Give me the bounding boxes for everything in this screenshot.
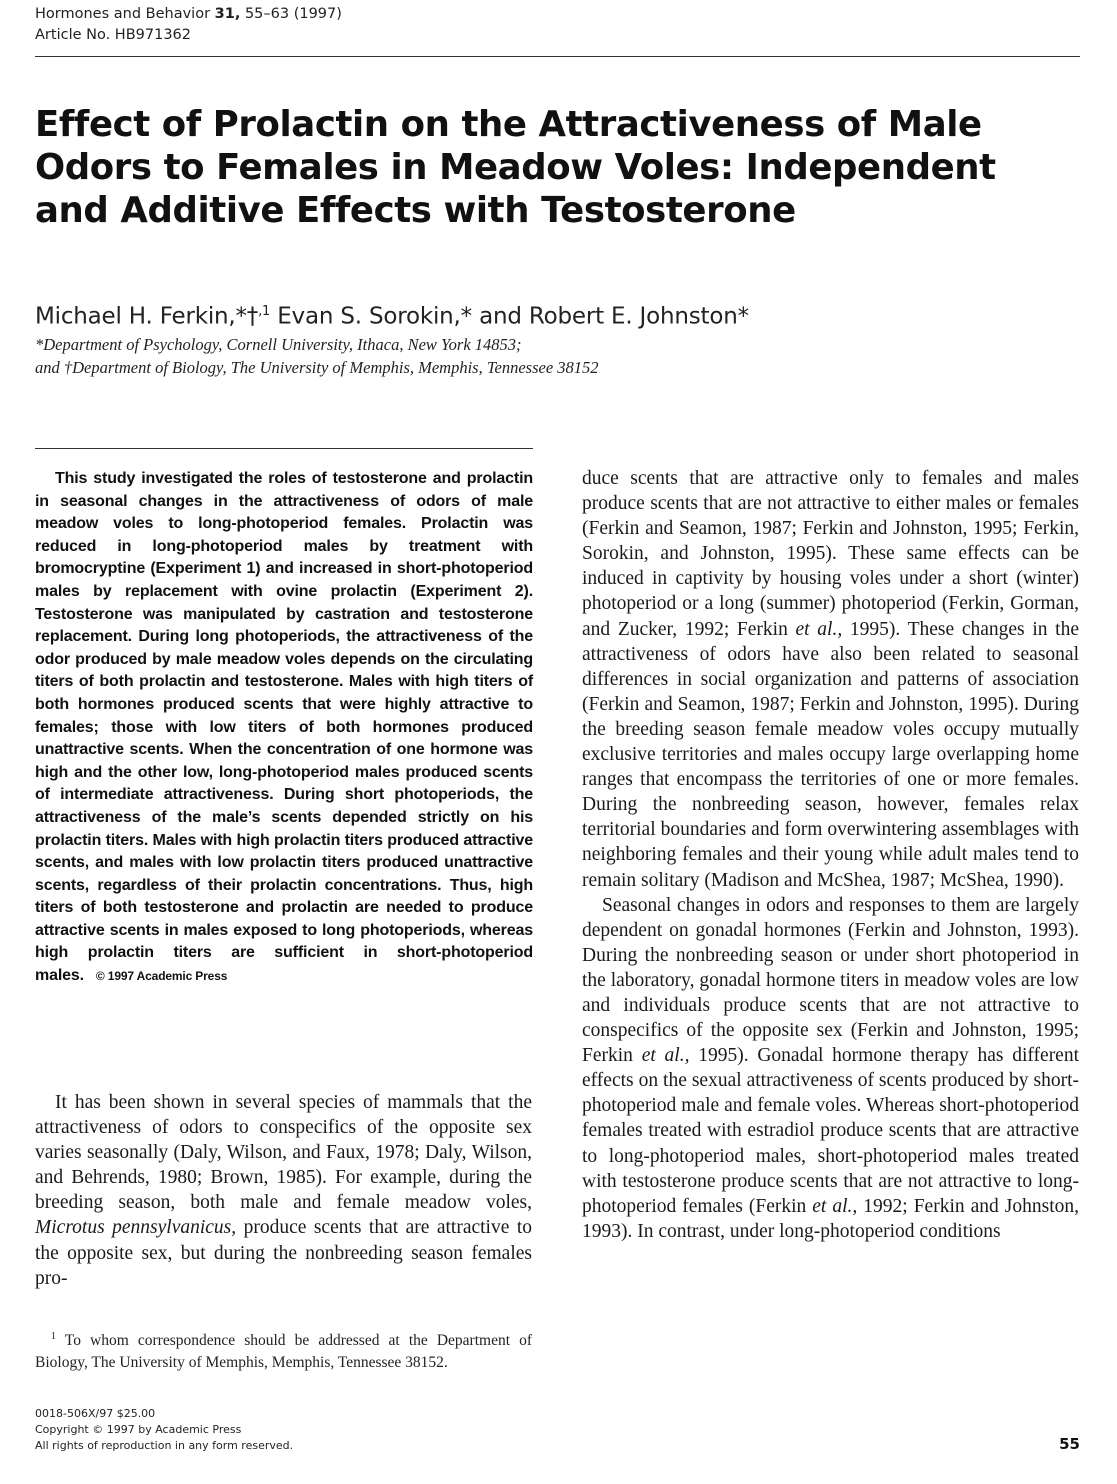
citation-line: [35, 4, 342, 25]
body-text: 1992; Ferkin and Johnston, 1993). In contrast, under long-photoperiod conditions: [582, 1195, 1079, 1242]
abstract-rule: [35, 448, 533, 449]
body-text: produce scents that are attractive to the opposite sex, but during the nonbreeding season females pro-: [35, 1217, 532, 1289]
body-text: 1995). Gonadal hormone therapy has different effects on the sexual attractiveness of scents produced by short-photoperiod male and female voles. Whereas short-photoperiod females treated with estradiol produce scents that are attractive to long-photoperiod males, short-photoperiod males treated with testosterone produce scents that are not attractive to long-photoperiod females (Ferkin: [582, 1045, 1080, 1217]
footnote-text: To whom correspondence should be addressed at the Department of Biology, The University of Memphis, Memphis, Tennessee 38152.: [35, 1332, 532, 1372]
body-paragraph: [582, 893, 1079, 1244]
header-rule: [35, 56, 1080, 57]
issn-price: 0018-506X/97 $25.00: [35, 1407, 156, 1420]
body-paragraph: [35, 1090, 532, 1291]
abstract: [35, 468, 533, 988]
footer-rights: All rights of reproduction in any form reserved.: [35, 1439, 294, 1452]
body-text: duce scents that are attractive only to females and males produce scents that are not attractive to either males or females (Ferkin and Seamon, 1987; Ferkin and Johnston, 1995; Ferkin, Sorokin, and Johnston, 1995). These same effects can be induced in captivity by housing voles under a short (winter) photoperiod or a long (summer) photoperiod (Ferkin, Gorman, and Zucker, 1992; Ferkin: [582, 468, 1079, 640]
pages-year: 55–63 (1997): [244, 6, 342, 22]
et-al: et al.,: [641, 1045, 690, 1067]
species-name: Microtus pennsylvanicus,: [35, 1217, 237, 1239]
abstract-copyright: © 1997 Academic Press: [95, 969, 228, 984]
journal-header: [35, 4, 342, 46]
other-authors: Evan S. Sorokin,* and Robert E. Johnston*: [270, 303, 749, 330]
et-al: et al.,: [795, 618, 843, 640]
title-line: and Additive Effects with Testosterone: [35, 190, 796, 231]
body-text: 1995). These changes in the attractiveness of odors have also been related to seasonal differences in social organization and patterns of association (Ferkin and Seamon, 1987; Ferkin and Johnston, 1995). During the breeding season female meadow voles occupy mutually exclusive territories and males occupy large overlapping home ranges that encompass the territories of one or more females. During the nonbreeding season, however, females relax territorial boundaries and form overwintering assemblages with neighboring females and their young while adult males tend to remain solitary (Madison and McShea, 1987; McShea, 1990).: [582, 618, 1080, 891]
et-al: et al.,: [812, 1195, 858, 1217]
page-number: 55: [1059, 1435, 1080, 1453]
affiliations: [35, 333, 599, 379]
article-number: Article No. HB971362: [35, 27, 192, 43]
footer-info: [35, 1406, 293, 1454]
title-line: Effect of Prolactin on the Attractiveness of Male: [35, 104, 982, 145]
volume-number: 31,: [214, 6, 241, 22]
body-text: Seasonal changes in odors and responses to them are largely dependent on gonadal hormones (Ferkin and Johnston, 1993). During the nonbreeding season or under short photoperiod in the laboratory, gonadal hormone titers in meadow voles are low and individuals produce scents that are not attractive to conspecifics of the opposite sex (Ferkin and Johnston, 1995; Ferkin: [582, 894, 1079, 1067]
article-title: [35, 103, 1035, 232]
affiliation-line: and †Department of Biology, The University of Memphis, Memphis, Tennessee 38152: [35, 358, 599, 377]
author-footnote-mark: ,1: [258, 304, 271, 319]
body-text: It has been shown in several species of mammals that the attractiveness of odors to conspecifics of the opposite sex varies seasonally (Daly, Wilson, and Faux, 1978; Daly, Wilson, and Behrends, 1980; Brown, 1985). For example, during the breeding season, both male and female meadow voles,: [35, 1092, 532, 1214]
author-list: [35, 295, 749, 334]
right-column-body: [582, 466, 1079, 1244]
body-paragraph: [582, 466, 1079, 893]
footnote: [35, 1326, 532, 1374]
affiliation-line: *Department of Psychology, Cornell University, Ithaca, New York 14853;: [35, 335, 522, 354]
author-ferkin: Michael H. Ferkin,*†: [35, 303, 259, 330]
left-column-body: [35, 1090, 532, 1291]
footnote-mark: 1: [51, 1331, 56, 1342]
footer-copyright: Copyright © 1997 by Academic Press: [35, 1423, 242, 1436]
abstract-text: This study investigated the roles of testosterone and prolactin in seasonal changes in the attractiveness of odors of male meadow voles to long-photoperiod females. Prolactin was reduced in long-photoperiod males by treatment with bromocryptine (Experiment 1) and increased in short-photoperiod males by replacement with ovine prolactin (Experiment 2). Testosterone was manipulated by castration and testosterone replacement. During long photoperiods, the attractiveness of the odor produced by male meadow voles depends on the circulating titers of both prolactin and testosterone. Males with high titers of both hormones produced scents that were highly attractive to females; those with low titers of both hormones produced unattractive scents. When the concentration of one hormone was high and the other low, long-photoperiod males produced scents of intermediate attractiveness. During short photoperiods, the attractiveness of the male’s scents depended strictly on his prolactin titers. Males with high prolactin titers produced attractive scents, and males with low prolactin titers produced unattractive scents, regardless of their prolactin concentrations. Thus, high titers of both testosterone and prolactin are needed to produce attractive scents in males exposed to long photoperiods, whereas high prolactin titers are sufficient in short-photoperiod males.: [35, 470, 533, 985]
journal-name: Hormones and Behavior: [35, 6, 211, 22]
title-line: Odors to Females in Meadow Voles: Independent: [35, 147, 996, 188]
